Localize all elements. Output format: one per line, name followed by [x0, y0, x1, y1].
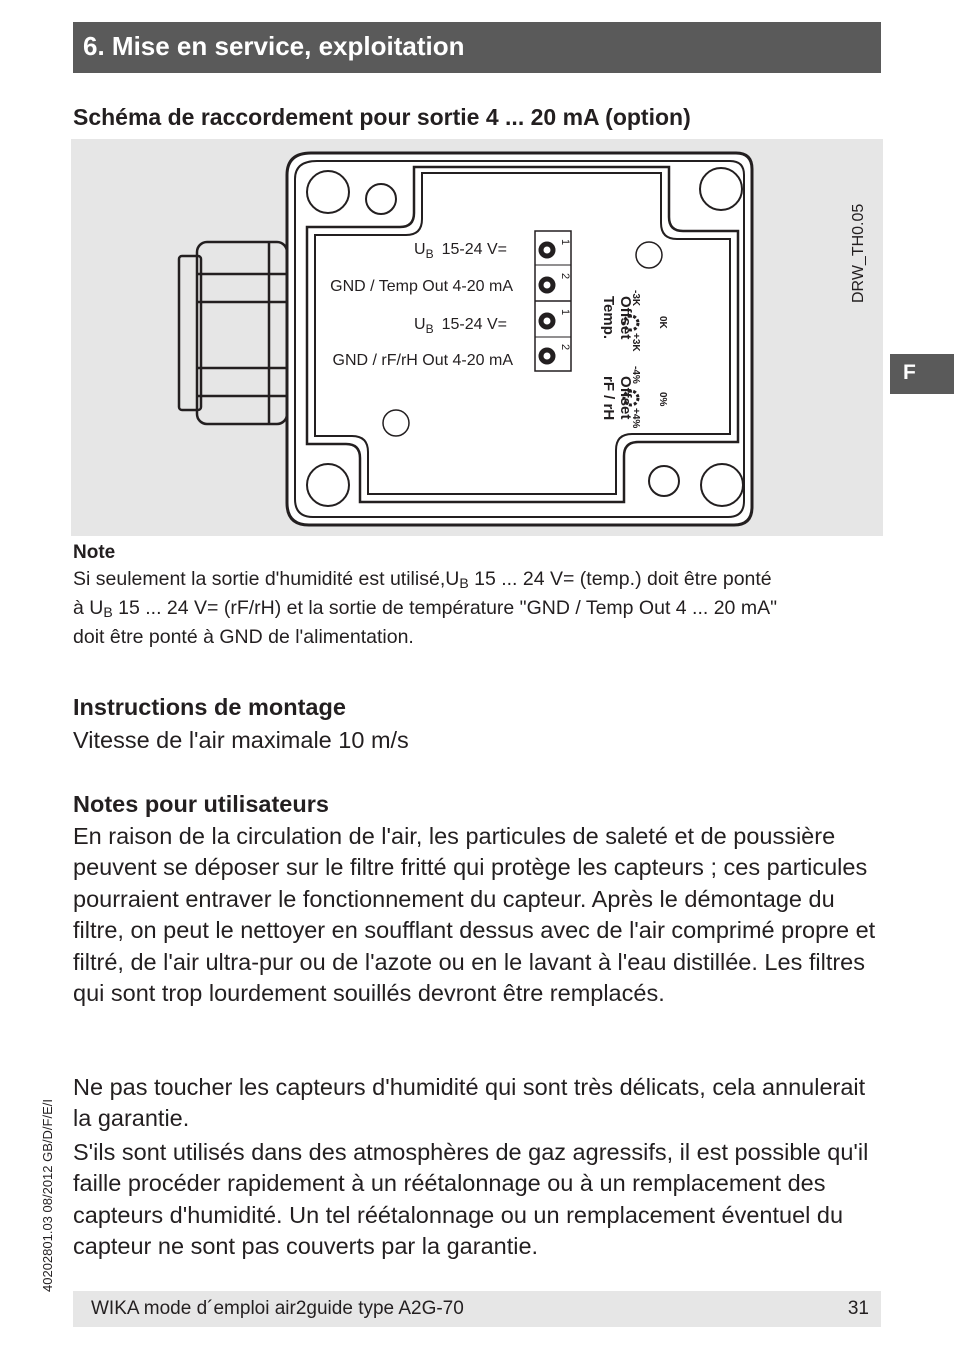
header-bar: [73, 22, 881, 73]
page-number: 31: [847, 1298, 869, 1319]
page-title: 6. Mise en service, exploitation: [83, 31, 465, 61]
pin-label: 1: [559, 309, 571, 316]
footer-bar: [73, 1291, 881, 1327]
mounting-title: Instructions de montage: [73, 694, 346, 720]
pin-label: 2: [559, 273, 571, 280]
terminal-label-gnd-temp: GND / Temp Out 4-20 mA: [330, 278, 513, 295]
rh-plus-label: +4%: [630, 408, 641, 429]
language-tab: [890, 354, 954, 394]
temp-zero-label: 0K: [657, 316, 668, 329]
housing: [287, 153, 752, 525]
language-tab-label: F: [903, 361, 916, 384]
rh-minus-label: -4%: [630, 366, 641, 384]
temp-minus-label: -3K: [630, 290, 641, 307]
note-line: à $U_B$ 15 ... 24 V= (rF/rH) et la sortie de température "GND / Temp Out 4 ... 20 mA": [73, 596, 777, 620]
terminal-screw-3: [539, 313, 555, 329]
note-text: [73, 567, 883, 650]
terminal-screw-2: [539, 277, 555, 293]
terminal-screw-4: [539, 348, 555, 364]
temp-offset-label: Temp. Offset: [600, 296, 634, 340]
terminal-screw-1: [539, 242, 555, 258]
cable-gland: [179, 242, 287, 424]
note-label: Note: [73, 542, 116, 563]
user-notes-paragraph: En raison de la circulation de l'air, les particules de saleté et de poussière peuvent se déposer sur le filtre fritté qui protège les capteurs ; ces particules pourraient entraver le fonctionnement du capteur. Après le démontage du filtre, on peut le nettoyer en soufflant dessus avec de l'air comprimé propre et filtré, de l'air ultra-pur ou de l'azote ou en le lavant à l'eau distillée. Les filtres qui sont trop lourdement souillés devront être remplacés.: [73, 823, 876, 1007]
rh-zero-label: 0%: [657, 392, 668, 407]
document-id: 40202801.03 08/2012 GB/D/F/E/I: [40, 1099, 55, 1292]
drawing-id: DRW_TH0.05: [850, 203, 867, 303]
terminal-label-gnd-rh: GND / rF/rH Out 4-20 mA: [332, 352, 513, 369]
pin-label: 2: [559, 344, 571, 351]
terminal-label-ub: $U_B$ 15-24 V=: [414, 316, 507, 336]
note-line: doit être ponté à GND de l'alimentation.: [73, 625, 414, 648]
user-notes-paragraph: Ne pas toucher les capteurs d'humidité qui sont très délicats, cela annulerait la garantie.: [73, 1074, 866, 1132]
temp-plus-label: +3K: [630, 333, 641, 352]
mounting-text: Vitesse de l'air maximale 10 m/s: [73, 727, 409, 753]
user-notes-paragraph: S'ils sont utilisés dans des atmosphères de gaz agressifs, il est possible qu'il faille procéder rapidement à un réétalonnage ou à un remplacement des capteurs d'humidité. Un tel réétalonnage ou un remplacement éventuel du capteur ne sont pas couverts par la garantie.: [73, 1139, 869, 1260]
user-notes-title: Notes pour utilisateurs: [73, 791, 329, 817]
terminal-label-ub: $U_B$ 15-24 V=: [414, 241, 507, 261]
footer-text: WIKA mode d´emploi air2guide type A2G-70: [91, 1298, 464, 1319]
pin-label: 1: [559, 239, 571, 246]
section-title: Schéma de raccordement pour sortie 4 ... 20 mA (option): [73, 104, 691, 130]
rh-offset-label: rF / rH Offset: [600, 376, 634, 421]
wiring-diagram: [71, 139, 883, 536]
note-line: Si seulement la sortie d'humidité est $utilisé,U_B$ 15 ... 24 V= (temp.) doit être ponté: [73, 568, 772, 591]
